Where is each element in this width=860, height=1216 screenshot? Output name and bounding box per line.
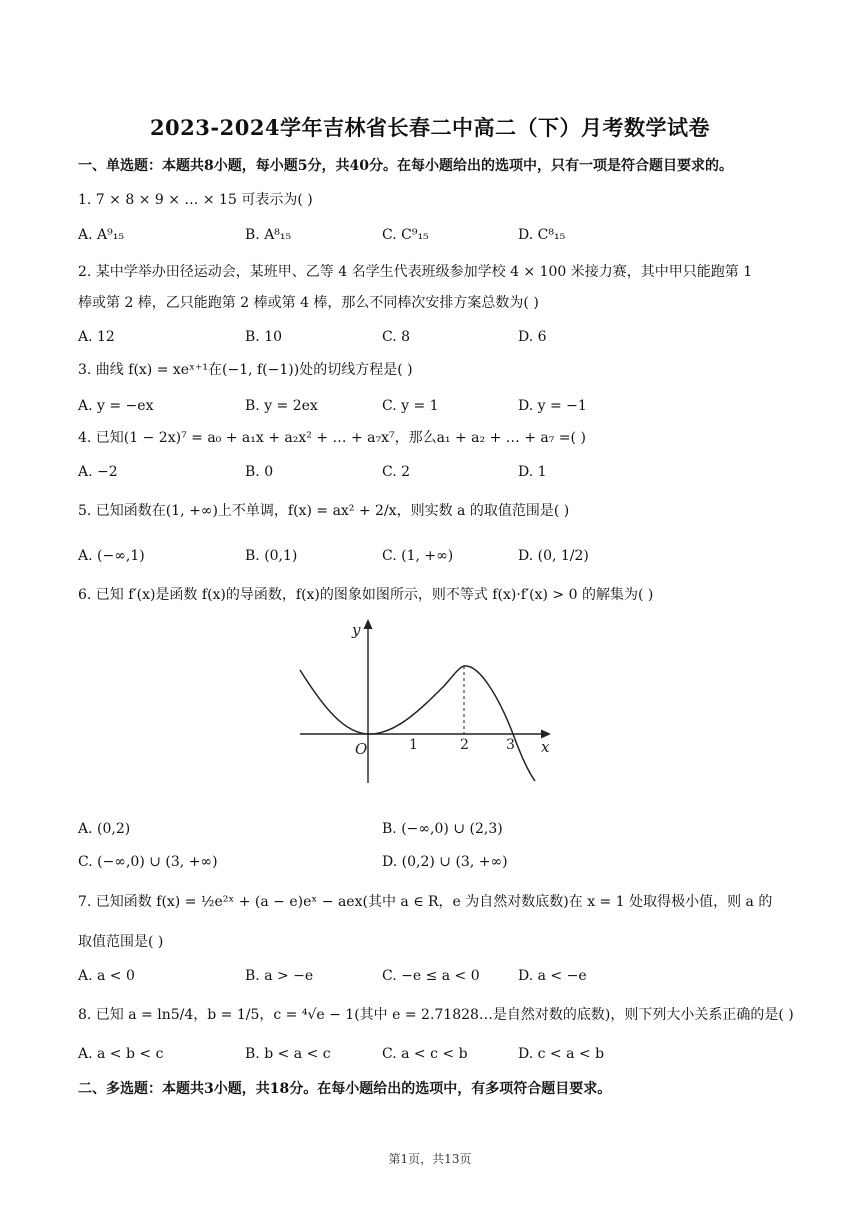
q1-option-a[interactable]: A. A⁹₁₅ [78, 227, 124, 243]
q1-option-d[interactable]: D. C⁸₁₅ [518, 227, 566, 243]
y-axis-arrow [364, 619, 373, 629]
question-8-stem: 8. 已知 a = ln5/4，b = 1/5，c = ⁴√e − 1(其中 e = 2.71828…是自然对数的底数)，则下列大小关系正确的是( ) [78, 1007, 794, 1023]
q3-option-a[interactable]: A. y = −ex [78, 398, 154, 414]
q4-option-a[interactable]: A. −2 [78, 464, 118, 480]
q6-option-c[interactable]: C. (−∞,0) ∪ (3, +∞) [78, 854, 218, 870]
q1-option-b[interactable]: B. A⁸₁₅ [245, 227, 292, 243]
question-2-stem-line1: 2. 某中学举办田径运动会，某班甲、乙等 4 名学生代表班级参加学校 4 × 100 米接力赛，其中甲只能跑第 1 [78, 264, 753, 280]
q1-option-c[interactable]: C. C⁹₁₅ [382, 227, 429, 243]
question-3-stem: 3. 曲线 f(x) = xeˣ⁺¹在(−1, f(−1))处的切线方程是( ) [78, 362, 413, 378]
q2-option-a[interactable]: A. 12 [78, 329, 115, 345]
question-2-stem-line2: 棒或第 2 棒，乙只能跑第 2 棒或第 4 棒，那么不同棒次安排方案总数为( ) [78, 295, 539, 311]
q6-option-d[interactable]: D. (0,2) ∪ (3, +∞) [382, 854, 508, 870]
q2-option-b[interactable]: B. 10 [245, 329, 283, 345]
question-7-stem-line2: 取值范围是( ) [78, 934, 164, 950]
y-axis-label: y [352, 621, 361, 639]
page-title: 2023-2024学年吉林省长春二中高二（下）月考数学试卷 [149, 115, 711, 140]
q8-option-d[interactable]: D. c < a < b [518, 1046, 605, 1062]
q5-option-c[interactable]: C. (1, +∞) [382, 548, 454, 564]
question-5-stem: 5. 已知函数在(1, +∞)上不单调，f(x) = ax² + 2/x，则实数 a 的取值范围是( ) [78, 503, 570, 519]
q4-option-c[interactable]: C. 2 [382, 464, 411, 480]
function-graph-figure [295, 615, 555, 785]
q3-option-c[interactable]: C. y = 1 [382, 398, 439, 414]
tick-label-2: 2 [460, 737, 469, 753]
q8-option-b[interactable]: B. b < a < c [245, 1046, 331, 1062]
q7-option-d[interactable]: D. a < −e [518, 968, 587, 984]
q3-option-b[interactable]: B. y = 2ex [245, 398, 318, 414]
q2-option-c[interactable]: C. 8 [382, 329, 411, 345]
question-1-stem: 1. 7 × 8 × 9 × … × 15 可表示为( ) [78, 192, 313, 208]
function-curve [300, 666, 535, 781]
q8-option-c[interactable]: C. a < c < b [382, 1046, 468, 1062]
q5-option-a[interactable]: A. (−∞,1) [78, 548, 145, 564]
question-4-stem: 4. 已知(1 − 2x)⁷ = a₀ + a₁x + a₂x² + … + a₇x⁷，那么a₁ + a₂ + … + a₇ =( ) [78, 430, 586, 446]
section-header-multi-choice: 二、多选题：本题共3小题，共18分。在每小题给出的选项中，有多项符合题目要求。 [78, 1081, 612, 1097]
x-axis-label: x [541, 738, 550, 756]
question-6-stem: 6. 已知 f′(x)是函数 f(x)的导函数，f(x)的图象如图所示，则不等式 f(x)·f′(x) > 0 的解集为( ) [78, 587, 654, 603]
q2-option-d[interactable]: D. 6 [518, 329, 547, 345]
q5-option-d[interactable]: D. (0, 1/2) [518, 548, 589, 564]
q5-option-b[interactable]: B. (0,1) [245, 548, 298, 564]
page-footer: 第1页，共13页 [388, 1152, 472, 1166]
q3-option-d[interactable]: D. y = −1 [518, 398, 587, 414]
q7-option-c[interactable]: C. −e ≤ a < 0 [382, 968, 480, 984]
q8-option-a[interactable]: A. a < b < c [78, 1046, 164, 1062]
q6-option-a[interactable]: A. (0,2) [78, 821, 131, 837]
q6-option-b[interactable]: B. (−∞,0) ∪ (2,3) [382, 821, 503, 837]
q7-option-b[interactable]: B. a > −e [245, 968, 314, 984]
tick-label-1: 1 [409, 737, 418, 753]
question-7-stem-line1: 7. 已知函数 f(x) = ½e²ˣ + (a − e)eˣ − aex(其中 a ∈ R，e 为自然对数底数)在 x = 1 处取得极小值，则 a 的 [78, 894, 773, 910]
q7-option-a[interactable]: A. a < 0 [78, 968, 135, 984]
section-header-single-choice: 一、单选题：本题共8小题，每小题5分，共40分。在每小题给出的选项中，只有一项是符合题目要求的。 [78, 158, 733, 174]
origin-label: O [355, 740, 368, 758]
tick-label-3: 3 [506, 737, 515, 753]
q4-option-b[interactable]: B. 0 [245, 464, 274, 480]
q4-option-d[interactable]: D. 1 [518, 464, 547, 480]
